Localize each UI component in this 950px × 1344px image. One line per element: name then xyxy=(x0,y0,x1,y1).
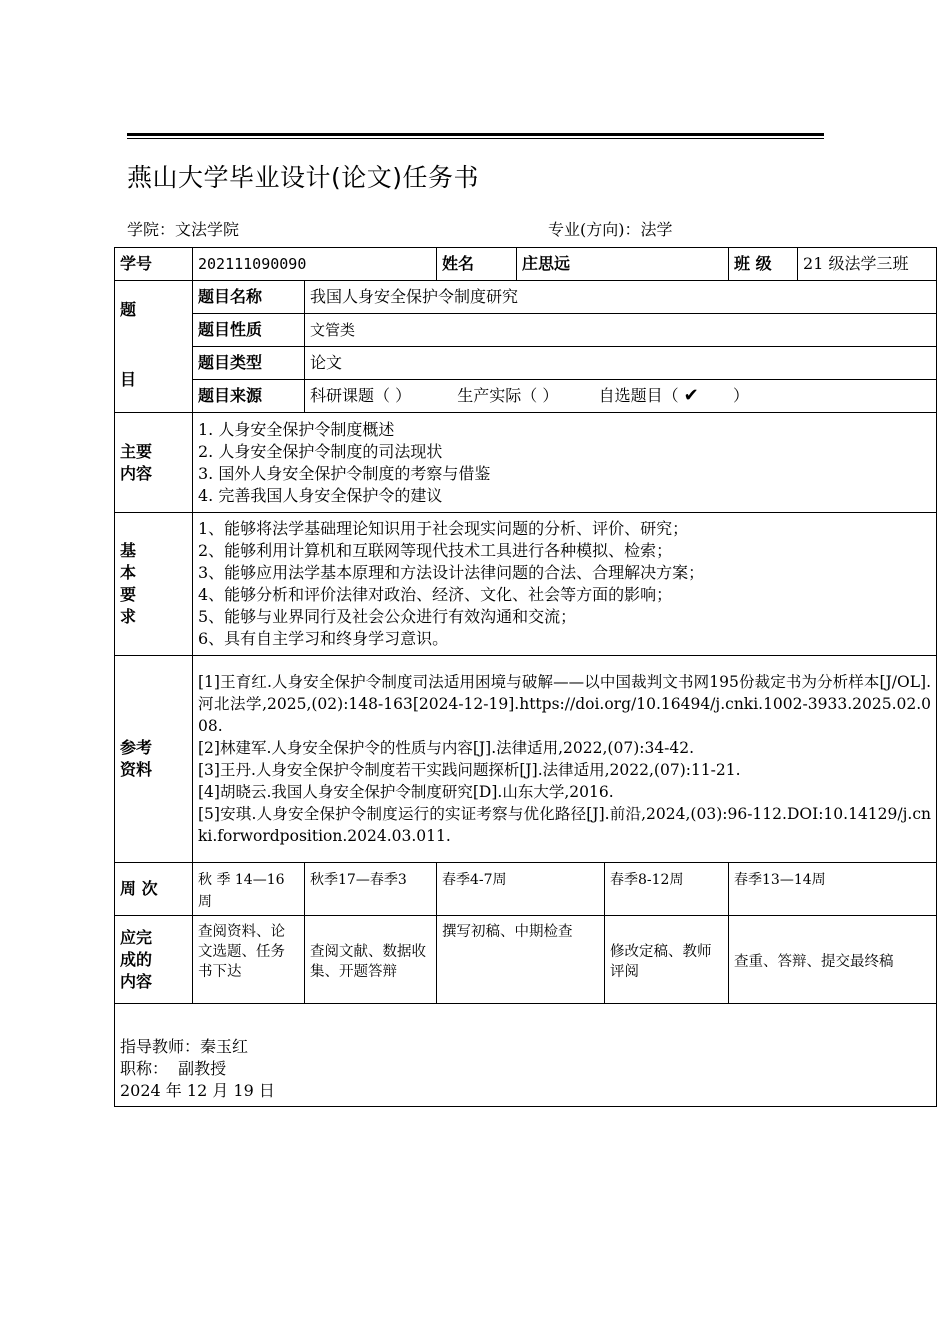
requirements-label-char: 要 xyxy=(120,585,137,604)
task-cell: 查阅资料、论文选题、任务书下达 xyxy=(193,916,305,1004)
topic-nature-label: 题目性质 xyxy=(193,314,305,347)
topic-source-label: 题目来源 xyxy=(193,380,305,413)
requirement-item: 3、能够应用法学基本原理和方法设计法律问题的合法、合理解决方案； xyxy=(198,563,705,582)
task-cell: 修改定稿、教师评阅 xyxy=(605,916,729,1004)
top-rule-thin xyxy=(127,138,824,139)
reference-item: [4]胡晓云.我国人身安全保护令制度研究[D].山东大学,2016. xyxy=(198,783,614,801)
topic-name-value: 我国人身安全保护令制度研究 xyxy=(305,281,937,314)
week-cell: 秋 季 14—16 周 xyxy=(193,863,305,916)
main-content-list xyxy=(193,413,937,513)
signature-block xyxy=(115,1004,937,1107)
student-name-label: 姓名 xyxy=(437,248,517,281)
requirements-label-char: 本 xyxy=(120,563,137,582)
topic-label-top: 题 xyxy=(120,300,137,319)
topic-name-label: 题目名称 xyxy=(193,281,305,314)
references-list xyxy=(193,656,937,863)
references-label-line1: 参考 xyxy=(120,738,153,757)
student-row xyxy=(115,248,937,281)
topic-type-value: 论文 xyxy=(305,347,937,380)
tasks-label xyxy=(115,916,193,1004)
reference-item: [5]安琪.人身安全保护令制度运行的实证考察与优化路径[J].前沿,2024,(03):96-112.DOI:10.14129/j.cnki.forwordposition.2024.03.011. xyxy=(198,805,932,845)
requirement-item: 5、能够与业界同行及社会公众进行有效沟通和交流； xyxy=(198,607,577,626)
task-form-table xyxy=(114,247,937,1107)
requirements-label xyxy=(115,513,193,656)
topic-type-label: 题目类型 xyxy=(193,347,305,380)
topic-label-bottom: 目 xyxy=(120,370,137,389)
main-content-item: 3. 国外人身安全保护令制度的考察与借鉴 xyxy=(198,463,491,483)
reference-item: [1]王育红.人身安全保护令制度司法适用困境与破解——以中国裁判文书网195份裁定书为分析样本[J/OL].河北法学,2025,(02):148-163[2024-12-19].https://doi.org/10.16494/j.cnki.1002-3933.2025.02.008. xyxy=(198,673,932,735)
task-cell: 撰写初稿、中期检查 xyxy=(437,916,605,1004)
requirements-label-char: 求 xyxy=(120,607,137,626)
advisor-name: 指导教师：秦玉红 xyxy=(120,1037,249,1056)
main-content-item: 1. 人身安全保护令制度概述 xyxy=(198,419,395,439)
class-value: 21 级法学三班 xyxy=(798,248,937,281)
source-option-production: 生产实际（ ） xyxy=(457,386,559,405)
weeks-label: 周 次 xyxy=(115,863,193,916)
tasks-label-line3: 内容 xyxy=(120,971,153,991)
topic-source-options xyxy=(305,380,937,413)
top-rule xyxy=(127,133,824,136)
advisor-title: 职称： 副教授 xyxy=(120,1059,227,1078)
week-cell: 春季8-12周 xyxy=(605,863,729,916)
topic-nature-value: 文管类 xyxy=(305,314,937,347)
checkmark-icon: ✔ xyxy=(683,385,699,406)
week-cell: 春季13—14周 xyxy=(729,863,937,916)
requirement-item: 4、能够分析和评价法律对政治、经济、文化、社会等方面的影响； xyxy=(198,585,673,604)
source-option-close: ） xyxy=(732,386,749,405)
tasks-label-line2: 成的 xyxy=(120,949,153,969)
week-cell: 秋季17—春季3 xyxy=(305,863,437,916)
main-content-label-line1: 主要 xyxy=(120,441,153,461)
reference-item: [2]林建军.人身安全保护令的性质与内容[J].法律适用,2022,(07):34-42. xyxy=(198,739,695,757)
main-content-item: 4. 完善我国人身安全保护令的建议 xyxy=(198,485,443,505)
source-option-research: 科研课题（ ） xyxy=(310,386,412,405)
task-cell: 查阅文献、数据收集、开题答辩 xyxy=(305,916,437,1004)
student-id-value: 202111090090 xyxy=(193,248,437,281)
requirement-item: 1、能够将法学基础理论知识用于社会现实问题的分析、评价、研究； xyxy=(198,519,689,538)
student-name-value: 庄思远 xyxy=(517,248,729,281)
main-content-label-line2: 内容 xyxy=(120,463,153,483)
class-label: 班 级 xyxy=(729,248,798,281)
requirement-item: 2、能够利用计算机和互联网等现代技术工具进行各种模拟、检索； xyxy=(198,541,673,560)
reference-item: [3]王丹.人身安全保护令制度若干实践问题探析[J].法律适用,2022,(07):11-21. xyxy=(198,761,741,779)
task-cell: 查重、答辩、提交最终稿 xyxy=(729,916,937,1004)
document-title: 燕山大学毕业设计(论文)任务书 xyxy=(127,163,480,192)
signature-date: 2024 年 12 月 19 日 xyxy=(120,1081,275,1100)
requirement-item: 6、具有自主学习和终身学习意识。 xyxy=(198,629,449,648)
requirements-list xyxy=(193,513,937,656)
source-option-self-selected: 自选题目（ xyxy=(598,386,679,405)
week-cell: 春季4-7周 xyxy=(437,863,605,916)
references-label xyxy=(115,656,193,863)
tasks-label-line1: 应完 xyxy=(120,927,153,947)
main-content-item: 2. 人身安全保护令制度的司法现状 xyxy=(198,441,443,461)
requirements-label-char: 基 xyxy=(120,541,137,560)
student-id-label: 学号 xyxy=(115,248,193,281)
main-content-label xyxy=(115,413,193,513)
references-label-line2: 资料 xyxy=(120,760,153,779)
college-label: 学院：文法学院 xyxy=(127,220,240,239)
topic-section-label xyxy=(115,281,193,413)
major-label: 专业(方向)：法学 xyxy=(548,220,673,239)
